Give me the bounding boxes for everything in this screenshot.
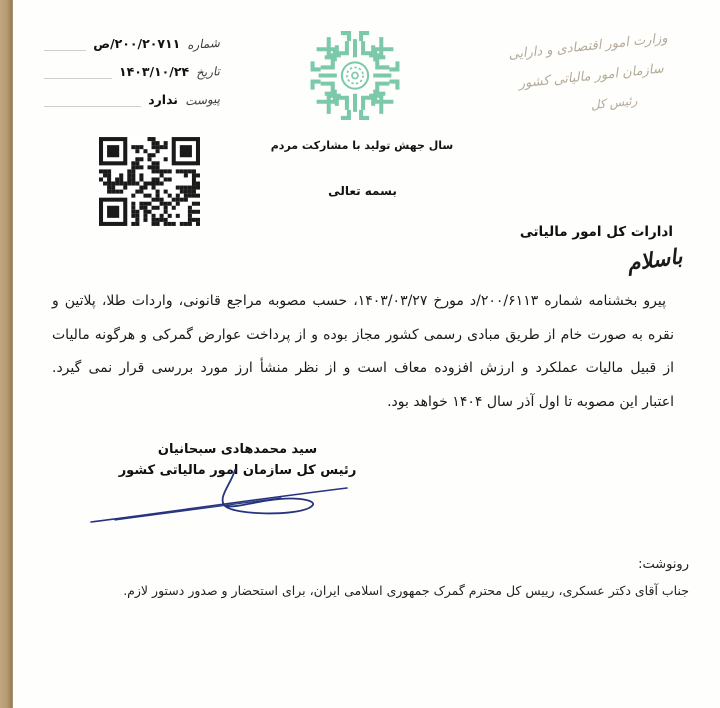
date-label: تاریخ: [195, 64, 221, 80]
recipient-line: ادارات کل امور مالیاتی: [519, 224, 673, 240]
organization-name: سازمان امور مالیاتی کشور: [517, 61, 665, 92]
body-line-2: نقره به صورت خام از طریق مبادی رسمی کشور مجاز بوده و از پرداخت عوارض گمرکی و هرگونه مالیات: [52, 326, 674, 343]
number-value: ۲۰۰/۲۰۷۱۱/ص: [93, 36, 181, 51]
attachment-label: پیوست: [184, 91, 221, 109]
attachment-value: ندارد: [148, 92, 178, 107]
year-slogan: سال جهش تولید با مشارکت مردم: [270, 139, 454, 152]
signature-block: [95, 439, 380, 481]
meta-row-date: [44, 64, 220, 79]
signer-name: سید محمدهادی سبحانیان: [157, 442, 318, 457]
scan-edge-strip: [0, 0, 13, 708]
tax-administration-logo-icon: [304, 27, 406, 124]
body-line-4: اعتبار این مصوبه تا اول آذر سال ۱۴۰۴ خواهد بود.: [387, 393, 674, 410]
signer-title: رئیس کل سازمان امور مالیاتی کشور: [118, 463, 357, 478]
attachment-rule-line: [44, 102, 141, 107]
bismillah-heading: بسمه تعالی: [328, 184, 397, 198]
qr-code: [99, 137, 200, 226]
number-rule-line: [44, 46, 86, 51]
number-label: شماره: [186, 35, 221, 53]
cc-label: رونوشت:: [638, 557, 689, 572]
body-line-3: از قبیل مالیات عملکرد و ارزش افزوده معاف است و از نظر منشأ ارز مورد بررسی قرار نمی گیرد.: [52, 360, 674, 376]
office-name: رئیس کل: [590, 93, 638, 113]
ministry-name: وزارت امور اقتصادی و دارایی: [507, 30, 669, 63]
meta-row-attachment: [44, 92, 220, 107]
letterhead-calligraphy: [482, 21, 700, 128]
date-rule-line: [44, 74, 112, 79]
body-line-1: پیرو بخشنامه شماره ۲۰۰/۶۱۱۳/د مورخ ۱۴۰۳/۰۳/۲۷، حسب مصوبه مراجع قانونی، واردات طلا، پلاتین و: [52, 293, 667, 309]
salutation-handwritten: باسلام: [625, 244, 684, 276]
cc-line: جناب آقای دکتر عسکری، رییس کل محترم گمرک جمهوری اسلامی ایران، برای استحضار و صدور دستور لازم.: [123, 583, 689, 598]
meta-row-number: [44, 36, 220, 51]
letter-body: [52, 285, 674, 419]
letter-meta-block: [44, 36, 220, 120]
date-value: ۱۴۰۳/۱۰/۲۴: [118, 64, 190, 79]
